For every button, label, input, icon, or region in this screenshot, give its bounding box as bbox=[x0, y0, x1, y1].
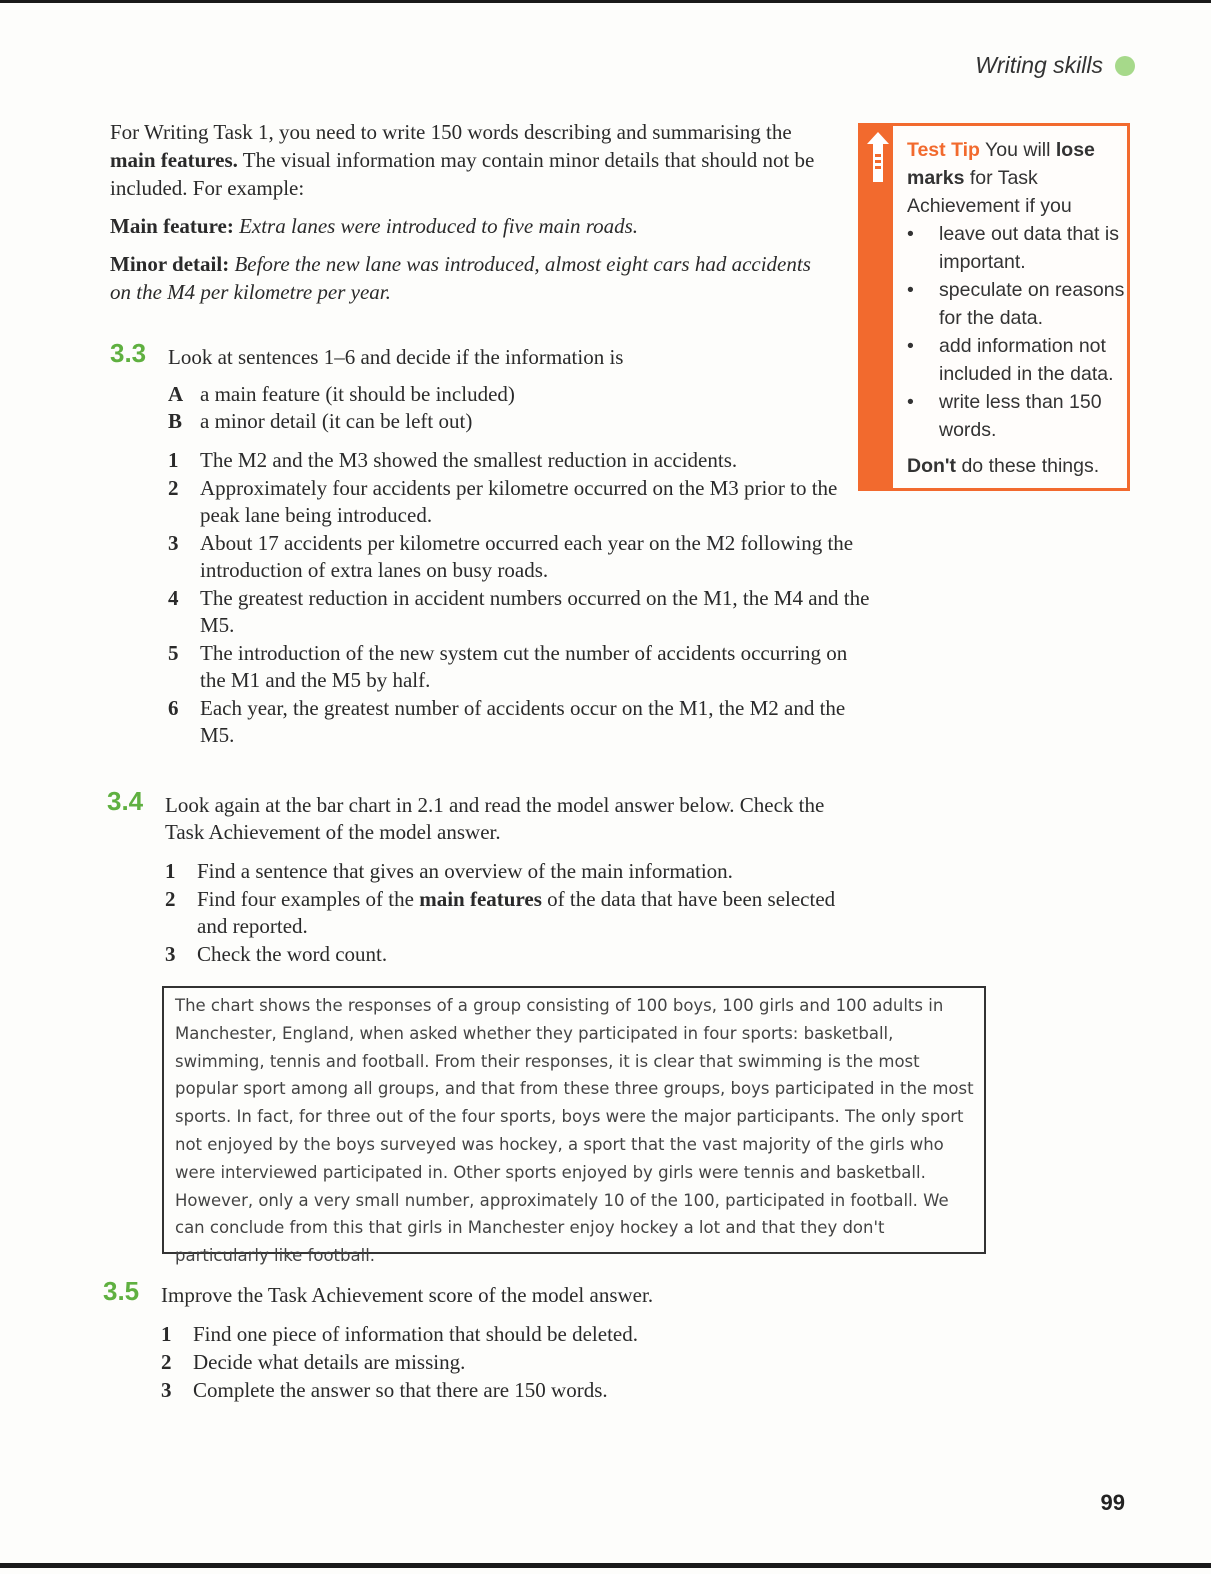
item-text-before: Find four examples of the bbox=[197, 887, 420, 911]
sentence-list bbox=[168, 447, 870, 749]
item-number: 3 bbox=[161, 1378, 172, 1402]
section-number: 3.4 bbox=[107, 786, 144, 816]
option-text: a main feature (it should be included) bbox=[200, 382, 515, 406]
item-text-after: of the data that have been selected and reported. bbox=[197, 887, 836, 938]
bullet-dot-icon: • bbox=[907, 279, 914, 301]
task-list bbox=[161, 1321, 863, 1404]
tip-bullet bbox=[907, 276, 1127, 332]
item-number: 1 bbox=[165, 859, 176, 883]
item-number: 5 bbox=[168, 641, 179, 665]
section-instruction: Improve the Task Achievement score of the model answer. bbox=[161, 1283, 654, 1307]
option-letter: B bbox=[168, 409, 183, 433]
tip-bullet bbox=[907, 388, 1127, 444]
tip-bullet-text: leave out data that is important. bbox=[939, 223, 1119, 273]
list-item bbox=[161, 1377, 863, 1404]
list-item bbox=[161, 1321, 863, 1348]
section-number: 3.5 bbox=[103, 1276, 140, 1306]
section-3-4 bbox=[107, 786, 867, 968]
item-number: 3 bbox=[165, 942, 176, 966]
section-instruction: Look at sentences 1–6 and decide if the information is bbox=[168, 345, 624, 369]
tip-bullet-text: write less than 150 words. bbox=[939, 391, 1102, 441]
tip-bullet bbox=[907, 332, 1127, 388]
item-number: 1 bbox=[168, 448, 179, 472]
tip-intro-bold: lose marks bbox=[907, 139, 1095, 189]
section-instruction: Look again at the bar chart in 2.1 and read the model answer below. Check the Task Achievement of the model answer. bbox=[165, 793, 825, 844]
tip-footer-text: do these things. bbox=[956, 455, 1100, 477]
section-number: 3.3 bbox=[110, 338, 147, 368]
list-item bbox=[165, 886, 867, 940]
list-item bbox=[168, 475, 870, 529]
minor-detail-example bbox=[110, 250, 830, 306]
list-item bbox=[165, 941, 867, 968]
tip-title: Test Tip bbox=[907, 139, 980, 161]
option-text: a minor detail (it can be left out) bbox=[200, 409, 473, 433]
task-list bbox=[165, 858, 867, 968]
item-text: The introduction of the new system cut the number of accidents occurring on the M1 and the M5 by half. bbox=[200, 641, 848, 692]
item-text: Find one piece of information that should be deleted. bbox=[193, 1322, 638, 1346]
item-text: Decide what details are missing. bbox=[193, 1350, 466, 1374]
tip-bullet bbox=[907, 220, 1127, 276]
intro-paragraph-before: For Writing Task 1, you need to write 150 words describing and summarising the bbox=[110, 120, 792, 144]
item-text-bold: main features bbox=[419, 887, 542, 911]
item-number: 2 bbox=[161, 1350, 172, 1374]
item-text: Each year, the greatest number of accidents occur on the M1, the M2 and the M5. bbox=[200, 696, 846, 747]
list-item bbox=[168, 640, 870, 694]
option-list bbox=[168, 381, 870, 435]
model-answer-box bbox=[162, 986, 986, 1266]
intro-paragraph bbox=[110, 118, 830, 202]
list-item bbox=[161, 1349, 863, 1376]
tip-bullet-text: add information not included in the data. bbox=[939, 335, 1114, 385]
intro-paragraph-after: The visual information may contain minor details that should not be included. For example: bbox=[110, 148, 815, 200]
item-text: Complete the answer so that there are 150 words. bbox=[193, 1378, 608, 1402]
item-number: 2 bbox=[165, 887, 176, 911]
minor-detail-text: Before the new lane was introduced, almost eight cars had accidents on the M4 per kilometre per year. bbox=[110, 252, 811, 304]
green-dot-icon bbox=[1115, 56, 1135, 76]
item-number: 2 bbox=[168, 476, 179, 500]
arrow-up-icon bbox=[867, 132, 889, 182]
item-text: The M2 and the M3 showed the smallest reduction in accidents. bbox=[200, 448, 738, 472]
bottom-rule bbox=[0, 1563, 1211, 1568]
option-item bbox=[168, 381, 870, 408]
option-item bbox=[168, 408, 870, 435]
running-head bbox=[975, 52, 1135, 79]
item-text: Check the word count. bbox=[197, 942, 388, 966]
tip-intro-text: You will bbox=[979, 139, 1056, 161]
top-rule bbox=[0, 0, 1211, 3]
tip-footer bbox=[907, 452, 1127, 480]
tip-content bbox=[907, 136, 1127, 480]
main-feature-example bbox=[110, 212, 830, 240]
test-tip-box bbox=[858, 123, 1130, 491]
tip-bullet-text: speculate on reasons for the data. bbox=[939, 279, 1125, 329]
item-number: 3 bbox=[168, 531, 179, 555]
minor-detail-label: Minor detail: bbox=[110, 252, 230, 276]
page-number: 99 bbox=[1100, 1490, 1125, 1515]
section-3-3 bbox=[110, 338, 870, 749]
bullet-dot-icon: • bbox=[907, 391, 914, 413]
list-item bbox=[165, 858, 867, 885]
intro-section bbox=[110, 118, 830, 316]
tip-intro bbox=[907, 136, 1127, 220]
model-answer-text: The chart shows the responses of a group consisting of 100 boys, 100 girls and 100 adults in Manchester, England, when asked whether they participated in four sports: basketball, swimming, tennis and football. From their responses, it is clear that swimming is the most popular sport among all groups, and that from these three groups, boys participated in the most sports. In fact, for three out of the four sports, boys were the major participants. The only sport not enjoyed by the boys surveyed was hockey, a sport that the vast majority of the girls who were interviewed participated in. Other sports enjoyed by girls were tennis and basketball. However, only a very small number, approximately 10 of the 100, participated in football. We can conclude from this that girls in Manchester enjoy hockey a lot and that they don't particularly like football. bbox=[175, 996, 974, 1266]
option-letter: A bbox=[168, 382, 184, 406]
list-item bbox=[168, 447, 870, 474]
running-head-title: Writing skills bbox=[975, 52, 1103, 78]
list-item bbox=[168, 530, 870, 584]
tip-bullet-list bbox=[907, 220, 1127, 444]
list-item bbox=[168, 585, 870, 639]
intro-paragraph-bold: main features. bbox=[110, 148, 238, 172]
item-text bbox=[197, 886, 867, 940]
item-number: 1 bbox=[161, 1322, 172, 1346]
item-text: Find a sentence that gives an overview of the main information. bbox=[197, 859, 733, 883]
item-text: About 17 accidents per kilometre occurred each year on the M2 following the introduction of extra lanes on busy roads. bbox=[200, 531, 854, 582]
tip-side-bar bbox=[861, 126, 893, 488]
item-number: 6 bbox=[168, 696, 179, 720]
item-text: Approximately four accidents per kilometre occurred on the M3 prior to the peak lane being introduced. bbox=[200, 476, 838, 527]
main-feature-label: Main feature: bbox=[110, 214, 234, 238]
section-3-5 bbox=[103, 1276, 863, 1404]
tip-intro-text: for Task Achievement if you bbox=[907, 167, 1072, 217]
item-text: The greatest reduction in accident numbers occurred on the M1, the M4 and the M5. bbox=[200, 586, 870, 637]
list-item bbox=[168, 695, 870, 749]
bullet-dot-icon: • bbox=[907, 223, 914, 245]
main-feature-text: Extra lanes were introduced to five main roads. bbox=[239, 214, 639, 238]
item-number: 4 bbox=[168, 586, 179, 610]
bullet-dot-icon: • bbox=[907, 335, 914, 357]
tip-footer-bold: Don't bbox=[907, 455, 957, 477]
